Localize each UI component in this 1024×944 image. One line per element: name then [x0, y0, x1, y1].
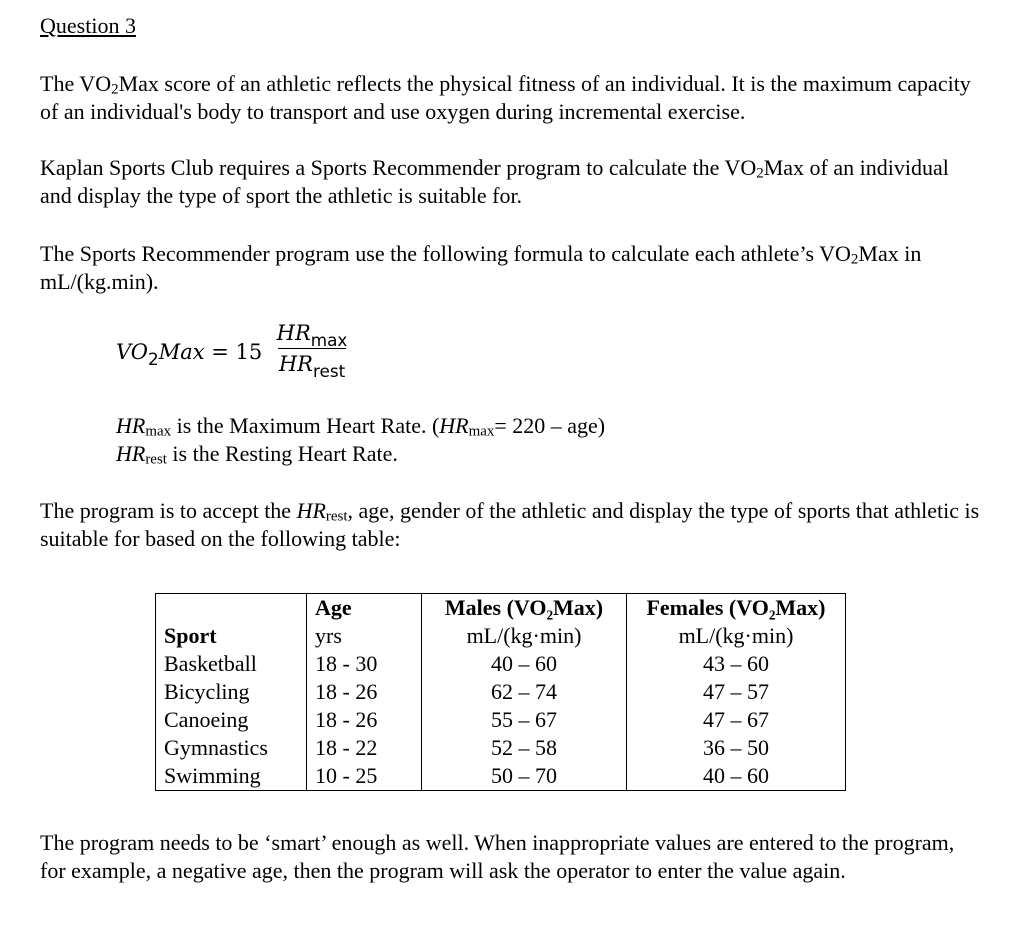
club-text-b: Max of an individual and display the type of sport the athletic is suitable for. [40, 155, 949, 208]
formula-lhs [116, 340, 263, 369]
formula-equals: = 15 [204, 340, 263, 364]
formula-fraction [276, 318, 348, 379]
cell-females: 43 – 60 [703, 651, 769, 676]
intro-text-b: Max score of an athletic reflects the physical fitness of an individual. It is the maximum capacity of an individual's body to transport and use oxygen during incremental exercise. [40, 71, 971, 124]
formula-lhs-a: VO [116, 340, 149, 364]
hrmax-term-2-text: HR [439, 413, 469, 438]
formula-intro-b: Max in mL/(kg.min). [40, 241, 922, 294]
cell-females: 40 – 60 [703, 763, 769, 788]
table-row [156, 734, 846, 762]
header-age-title: Age [315, 595, 352, 620]
table-row [156, 706, 846, 734]
formula-denominator [276, 349, 348, 379]
header-males-title: Males (VO₂Max) [444, 595, 604, 620]
hrmax-equation: = 220 – age) [494, 413, 606, 438]
formula-intro-paragraph [40, 240, 980, 296]
intro-text-a: The VO [40, 71, 112, 96]
cell-age: 18 - 30 [307, 650, 422, 678]
cell-sport: Swimming [156, 762, 307, 791]
cell-sport: Basketball [156, 650, 307, 678]
formula-den-sub: rest [312, 360, 346, 381]
formula-num-sub: max [310, 329, 348, 350]
program-hr-sub: rest [325, 508, 348, 525]
hrmax-term-2-sub: max [468, 423, 495, 440]
hrrest-definition [116, 440, 398, 468]
intro-sub: 2 [111, 81, 119, 98]
table-header-row [156, 594, 846, 651]
formula-numerator [276, 318, 348, 348]
intro-paragraph [40, 70, 980, 126]
hrmax-definition [116, 412, 605, 440]
program-text-b: , age, gender of the athletic and display the type of sports that athletic is suitable for based on the following table: [40, 498, 980, 551]
program-paragraph [40, 497, 980, 553]
hrmax-term-text: HR [116, 413, 146, 438]
hrrest-desc: is the Resting Heart Rate. [166, 441, 398, 466]
cell-males: 52 – 58 [422, 734, 627, 762]
cell-females: 47 – 57 [703, 679, 769, 704]
hrrest-term-text: HR [116, 441, 146, 466]
cell-sport: Bicycling [156, 678, 307, 706]
cell-males: 62 – 74 [422, 678, 627, 706]
hrrest-term-sub: rest [145, 451, 167, 468]
formula-intro-a: The Sports Recommender program use the following formula to calculate each athlete’s VO [40, 241, 851, 266]
cell-age: 18 - 26 [307, 706, 422, 734]
header-females [627, 594, 846, 651]
header-females-title: Females (VO₂Max) [646, 595, 826, 620]
program-text-a: The program is to accept the [40, 498, 297, 523]
cell-sport: Canoeing [156, 706, 307, 734]
cell-females: 36 – 50 [703, 735, 769, 760]
cell-males: 55 – 67 [422, 706, 627, 734]
hrmax-term-2 [439, 413, 468, 438]
club-paragraph [40, 154, 980, 210]
hrmax-term [116, 413, 145, 438]
table-row [156, 650, 846, 678]
program-hr-term [297, 498, 326, 523]
cell-females: 47 – 67 [703, 707, 769, 732]
club-sub: 2 [756, 165, 764, 182]
header-males [422, 594, 627, 651]
formula-den-text: HR [278, 352, 313, 376]
header-males-unit: mL/(kg·min) [466, 623, 582, 648]
closing-paragraph: The program needs to be ‘smart’ enough as well. When inappropriate values are entered to the program, for example, a negative age, then the program will ask the operator to enter the value again. [40, 830, 955, 883]
formula-lhs-sub: 2 [148, 348, 159, 369]
question-heading: Question 3 [40, 13, 136, 38]
cell-males: 40 – 60 [422, 650, 627, 678]
cell-age: 18 - 22 [307, 734, 422, 762]
hrmax-desc: is the Maximum Heart Rate. ( [171, 413, 440, 438]
cell-age: 18 - 26 [307, 678, 422, 706]
formula-lhs-b: Max [158, 340, 205, 364]
hrmax-term-sub: max [145, 423, 172, 440]
header-age [307, 594, 422, 651]
cell-males: 50 – 70 [422, 762, 627, 791]
sports-table [155, 593, 846, 791]
table-row [156, 762, 846, 791]
cell-age: 10 - 25 [307, 762, 422, 791]
formula-num-text: HR [276, 321, 311, 345]
hrrest-term [116, 441, 145, 466]
header-females-unit: mL/(kg·min) [678, 623, 794, 648]
club-text-a: Kaplan Sports Club requires a Sports Recommender program to calculate the VO [40, 155, 757, 180]
formula-intro-sub: 2 [850, 251, 859, 268]
header-sport: Sport [156, 594, 307, 651]
header-age-unit: yrs [315, 623, 342, 648]
program-hr-text: HR [296, 498, 326, 523]
cell-sport: Gymnastics [156, 734, 307, 762]
table-row [156, 678, 846, 706]
